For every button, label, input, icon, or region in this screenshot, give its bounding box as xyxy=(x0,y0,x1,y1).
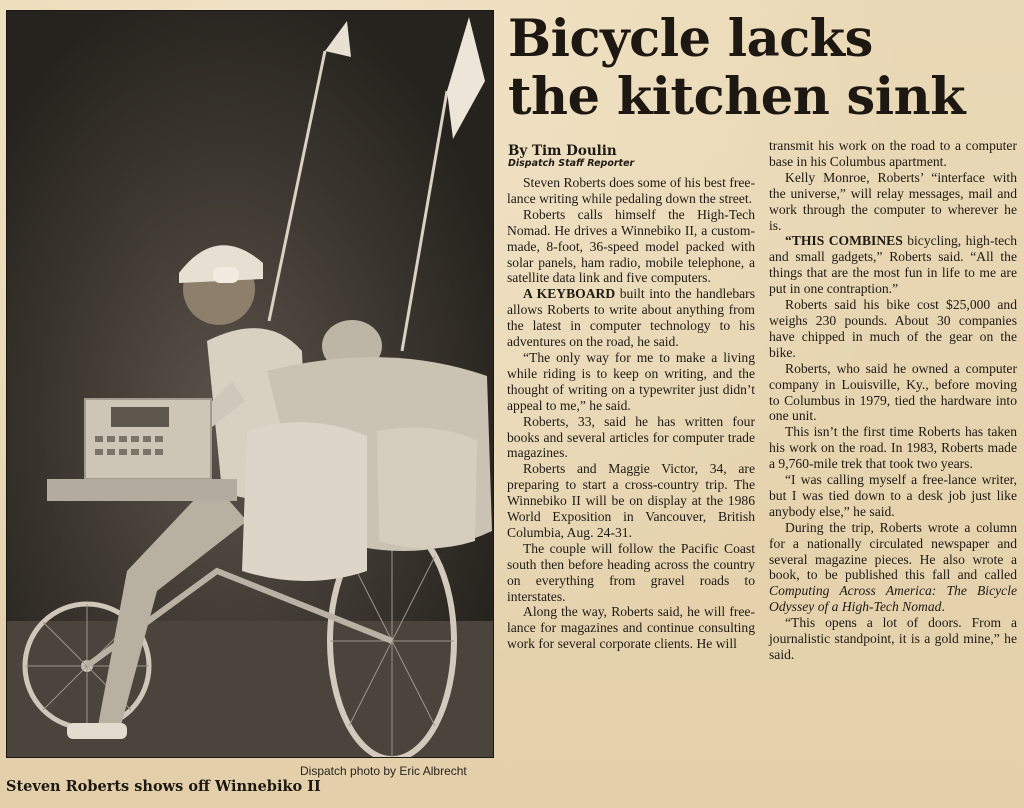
bicycle-photo xyxy=(6,10,494,758)
paragraph: During the trip, Roberts wrote a column for a nationally circulated newspaper and several magazine pieces. He also wrote a book, to be published this fall and called Computing Across America: The Bicycle Odyssey of a High-Tech Nomad. xyxy=(769,519,1017,615)
book-title: Computing Across America: The Bicycle Odyssey of a High-Tech Nomad xyxy=(769,583,1017,615)
paragraph: transmit his work on the road to a computer base in his Columbus apartment. xyxy=(769,138,1017,169)
headline xyxy=(508,10,1014,126)
headline-line-2: the kitchen sink xyxy=(508,67,966,127)
paragraph: Along the way, Roberts said, he will free-lance for magazines and continue consulting work for several corporate clients. He will xyxy=(507,604,755,652)
photo-credit: Dispatch photo by Eric Albrecht xyxy=(300,764,467,778)
headline-line-1: Bicycle lacks xyxy=(508,9,873,69)
paragraph: This isn’t the first time Roberts has taken his work on the road. In 1983, Roberts made a 9,760-mile trek that took two years. xyxy=(769,424,1017,472)
paragraph: A KEYBOARD built into the handlebars allows Roberts to write about anything from the latest in computer technology to his adventures on the road, he said. xyxy=(507,286,756,350)
paragraph: Roberts, who said he owned a computer company in Louisville, Ky., before moving to Columbus in 1979, tied the hardware into one unit. xyxy=(769,360,1017,424)
paragraph: Roberts calls himself the High-Tech Nomad. He drives a Winnebiko II, a custom-made, 8-foot, 36-speed model packed with solar panels, ham radio, mobile telephone, a satellite data link and five computers. xyxy=(507,206,755,286)
paragraph: Roberts and Maggie Victor, 34, are preparing to start a cross-country trip. The Winnebiko II will be on display at the 1986 World Exposition in Vancouver, British Columbia, Aug. 24-31. xyxy=(507,461,755,540)
paragraph: “The only way for me to make a living while riding is to keep on writing, and the thought of writing on a typewriter just didn’t appeal to me,” he said. xyxy=(507,349,755,413)
paragraph: Steven Roberts does some of his best free-lance writing while pedaling down the street. xyxy=(507,175,755,206)
photo-illustration xyxy=(7,11,494,758)
paragraph: Roberts said his bike cost $25,000 and weighs 230 pounds. About 30 companies have chipped in much of the gear on the bike. xyxy=(769,297,1017,360)
article-column-1 xyxy=(507,175,755,652)
byline-title: Dispatch Staff Reporter xyxy=(508,158,635,169)
photo-caption: Steven Roberts shows off Winnebiko II xyxy=(6,778,321,795)
paragraph: “THIS COMBINES bicycling, high-tech and small gadgets,” Roberts said. “All the things that are the most fun in life to me are put in one contraption.” xyxy=(769,233,1017,297)
article-column-2 xyxy=(769,138,1017,663)
paragraph: Kelly Monroe, Roberts’ “interface with the universe,” will relay messages, mail and work through the computer to wherever he is. xyxy=(769,169,1017,233)
byline-author: By Tim Doulin xyxy=(508,143,617,159)
paragraph-kicker: “THIS COMBINES xyxy=(785,233,903,249)
paragraph: Roberts, 33, said he has written four books and several articles for computer trade magazines. xyxy=(507,413,755,461)
paragraph-kicker: A KEYBOARD xyxy=(523,286,616,302)
paragraph: The couple will follow the Pacific Coast south then before heading across the country on everything from gravel roads to interstates. xyxy=(507,540,755,604)
paragraph: “I was calling myself a free-lance writer, but I was tied down to a desk job just like anybody else,” he said. xyxy=(769,472,1017,519)
paragraph: “This opens a lot of doors. From a journalistic standpoint, it is a gold mine,” he said. xyxy=(769,615,1017,662)
